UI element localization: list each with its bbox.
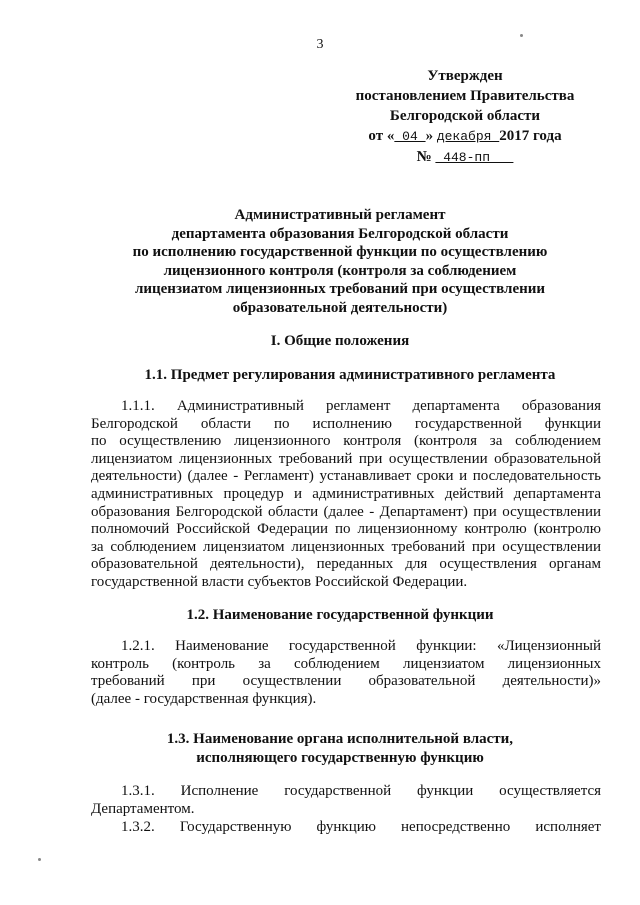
paragraph-1-2-1 — [91, 638, 601, 708]
date-mid: » — [425, 128, 437, 144]
paragraph-line: 1.2.1. Наименование государственной функции: «Лицензионный — [121, 638, 601, 654]
subsection-1-3-heading — [80, 730, 600, 768]
paragraph-line: государственной власти субъектов Российской Федерации. — [91, 573, 468, 590]
scan-speck — [520, 34, 523, 37]
document-title — [80, 206, 600, 317]
title-line: лицензиатом лицензионных требований при осуществлении — [134, 281, 546, 297]
paragraph-line: 1.3.2. Государственную функцию непосредственно исполняет — [121, 819, 601, 835]
subsection-1-1-heading: 1.1. Предмет регулирования административного регламента — [144, 367, 556, 383]
paragraph-line: образовательной деятельности), переданных для осуществления органам — [91, 556, 601, 573]
title-line: лицензионного контроля (контроля за соблюдением — [163, 262, 517, 279]
approval-line-2: постановлением Правительства — [355, 88, 575, 104]
approval-line-1: Утвержден — [427, 68, 503, 84]
date-year: 2017 года — [499, 128, 562, 144]
paragraph-line: полномочий Российской Федерации по лицензионному контролю (контролю — [91, 521, 601, 538]
paragraph-1-1-1 — [91, 398, 601, 592]
paragraph-line: Департаментом. — [91, 800, 195, 817]
title-line: Административный регламент — [234, 207, 446, 223]
paragraph-1-3-2 — [91, 819, 601, 837]
approval-number — [330, 147, 600, 168]
paragraph-line: лицензиатом лицензионных требований при осуществлении образовательной — [91, 450, 601, 467]
approval-line-3: Белгородской области — [389, 108, 541, 124]
heading-line: 1.3. Наименование органа исполнительной власти, — [166, 731, 514, 747]
paragraph-line: (далее - государственная функция). — [91, 690, 317, 707]
paragraph-line: контроль (контроль за соблюдением лицензиатом лицензионных — [91, 655, 601, 672]
page-number: 3 — [316, 37, 324, 52]
date-day: 04 — [394, 129, 426, 144]
paragraph-line: 1.1.1. Административный регламент департамента образования — [121, 398, 601, 414]
scan-speck — [38, 858, 41, 861]
paragraph-line: административных процедур и административных действий департамента — [91, 485, 601, 502]
number-prefix: № — [416, 149, 436, 165]
paragraph-line: образования Белгородской области (далее - Департамент) при осуществлении — [91, 503, 601, 520]
subsection-1-2-heading: 1.2. Наименование государственной функции — [186, 607, 494, 623]
paragraph-line: требований при осуществлении образовательной деятельности)» — [91, 673, 601, 690]
paragraph-1-3-1 — [91, 783, 601, 818]
approval-block — [330, 66, 600, 168]
paragraph-line: за соблюдением лицензиатом лицензионных требований при осуществлении — [91, 538, 601, 555]
heading-line: исполняющего государственную функцию — [196, 750, 484, 766]
title-line: образовательной деятельности) — [232, 299, 448, 316]
paragraph-line: по осуществлению лицензионного контроля (контроля за соблюдением — [91, 433, 601, 450]
date-month: декабря — [436, 129, 500, 144]
approval-date — [330, 126, 600, 147]
paragraph-line: 1.3.1. Исполнение государственной функции осуществляется — [121, 783, 601, 799]
section-1-heading: I. Общие положения — [270, 333, 410, 349]
paragraph-line: Белгородской области по исполнению государственной функции — [91, 415, 601, 432]
number-value: 448-пп — [435, 150, 514, 165]
date-prefix: от « — [368, 128, 395, 144]
paragraph-line: деятельности) (далее - Регламент) устанавливает сроки и последовательность — [91, 468, 601, 485]
title-line: по исполнению государственной функции по осуществлению — [132, 244, 548, 260]
title-line: департамента образования Белгородской области — [171, 225, 509, 242]
